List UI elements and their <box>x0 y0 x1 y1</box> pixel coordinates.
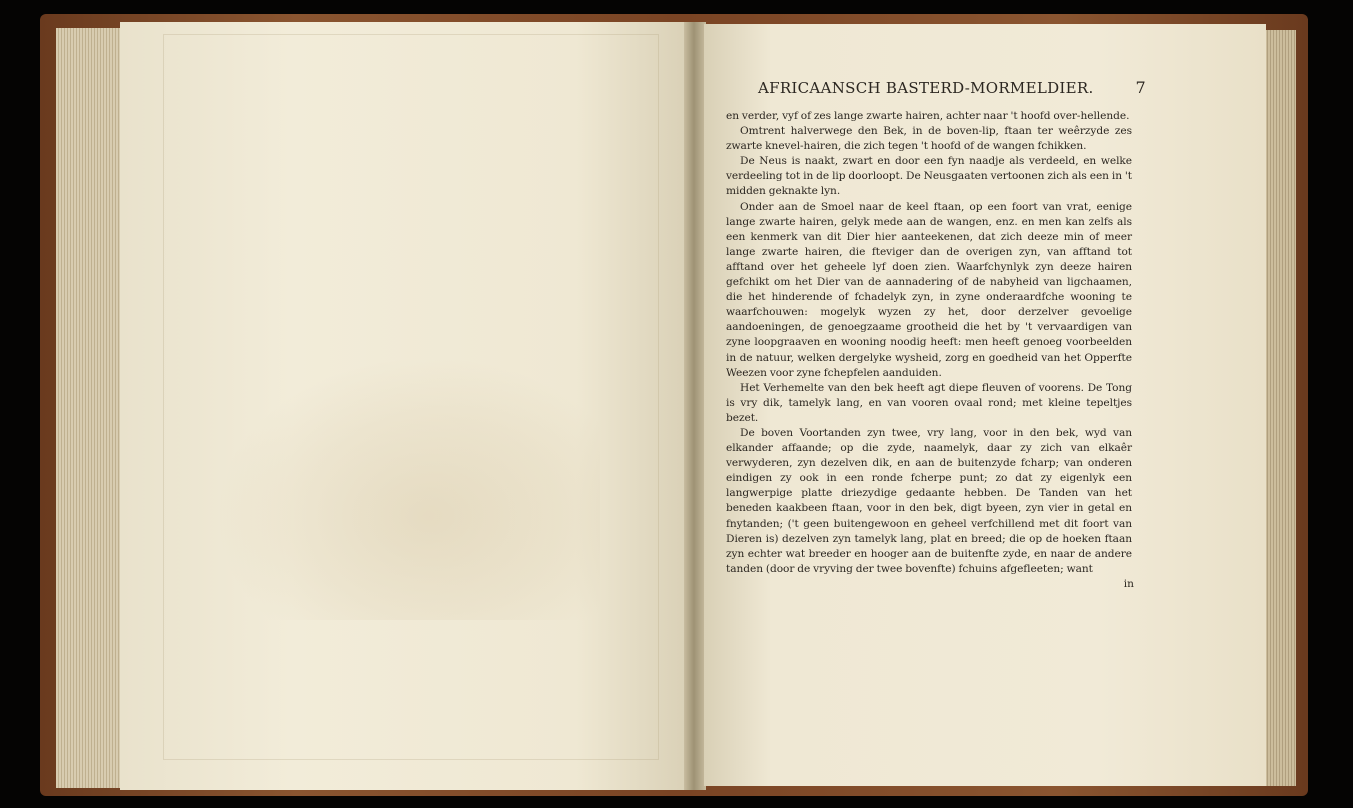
paragraph: en verder, vyf of zes lange zwarte hairen, achter naar 't hoofd over-hellende. <box>726 110 1130 122</box>
paragraph: Omtrent halverwege den Bek, in de boven-lip, ftaan ter weêrzyde zes zwarte knevel-hairen, die zich tegen 't hoofd of de wangen fchikken. <box>726 125 1132 153</box>
paragraph: De boven Voortanden zyn twee, vry lang, voor in den bek, wyd van elkander affaande; op die zyde, naamelyk, daar zy zich van elkaêr verwyderen, zyn dezelven dik, en aan de buitenzyde fcharp; van onderen eindigen zy ook in een ronde fcherpe punt; zo dat zy eigenlyk een langwerpige platte driezydige gedaante hebben. De Tanden van het beneden kaakbeen ftaan, voor in den bek, digt byeen, zyn vier in getal en fnytanden; ('t geen buitengewoon en geheel verfchillend met dit foort van Dieren is) dezelven zyn tamelyk lang, plat en breed; die op de hoeken ftaan zyn echter wat breeder en hooger aan de buitenfte zyde, en naar de andere tanden (door de vryving der twee bovenfte) fchuins afgefleeten; want <box>726 426 1132 575</box>
body-text <box>726 109 1132 577</box>
paragraph: Het Verhemelte van den bek heeft agt diepe fleuven of voorens. De Tong is vry dik, tamelyk lang, en van vooren ovaal rond; met kleine tepeltjes bezet. <box>726 381 1132 424</box>
book-gutter <box>684 22 706 790</box>
catchword: in <box>1123 577 1134 590</box>
plate-offset-stain <box>220 360 600 620</box>
paragraph: De Neus is naakt, zwart en door een fyn naadje als verdeeld, en welke verdeeling tot in de lip doorloopt. De Neusgaaten vertoonen zich als een in 't midden geknakte lyn. <box>726 155 1132 198</box>
right-page-text <box>726 78 1146 592</box>
running-head-title: AFRICAANSCH BASTERD-MORMELDIER. <box>758 79 1094 97</box>
paragraph: Onder aan de Smoel naar de keel ftaan, op een foort van vrat, eenige lange zwarte hairen, gelyk mede aan de wangen, enz. en men kan zelfs als een kenmerk van dit Dier hier aanteekenen, dat zich deeze min of meer lange zwarte hairen, die fteviger dan de overigen zyn, van afftand tot afftand over het geheele lyf doen zien. Waarfchynlyk zyn deeze hairen gefchikt om het Dier van de aannadering of de nabyheid van ligchaamen, die het hinderende of fchadelyk zyn, in zyne onderaardfche wooning te waarfchouwen: mogelyk wyzen zy het, door derzelver gevoelige aandoeningen, de genoegzaame grootheid die het by 't vervaardigen van zyne loopgraaven en wooning noodig heeft: men heeft genoeg voorbeelden in de natuur, welken dergelyke wysheid, zorg en goedheid van het Opperfte Weezen voor zyne fchepfelen aanduiden. <box>726 200 1132 379</box>
page-number: 7 <box>1135 78 1146 97</box>
running-head <box>758 78 1146 97</box>
